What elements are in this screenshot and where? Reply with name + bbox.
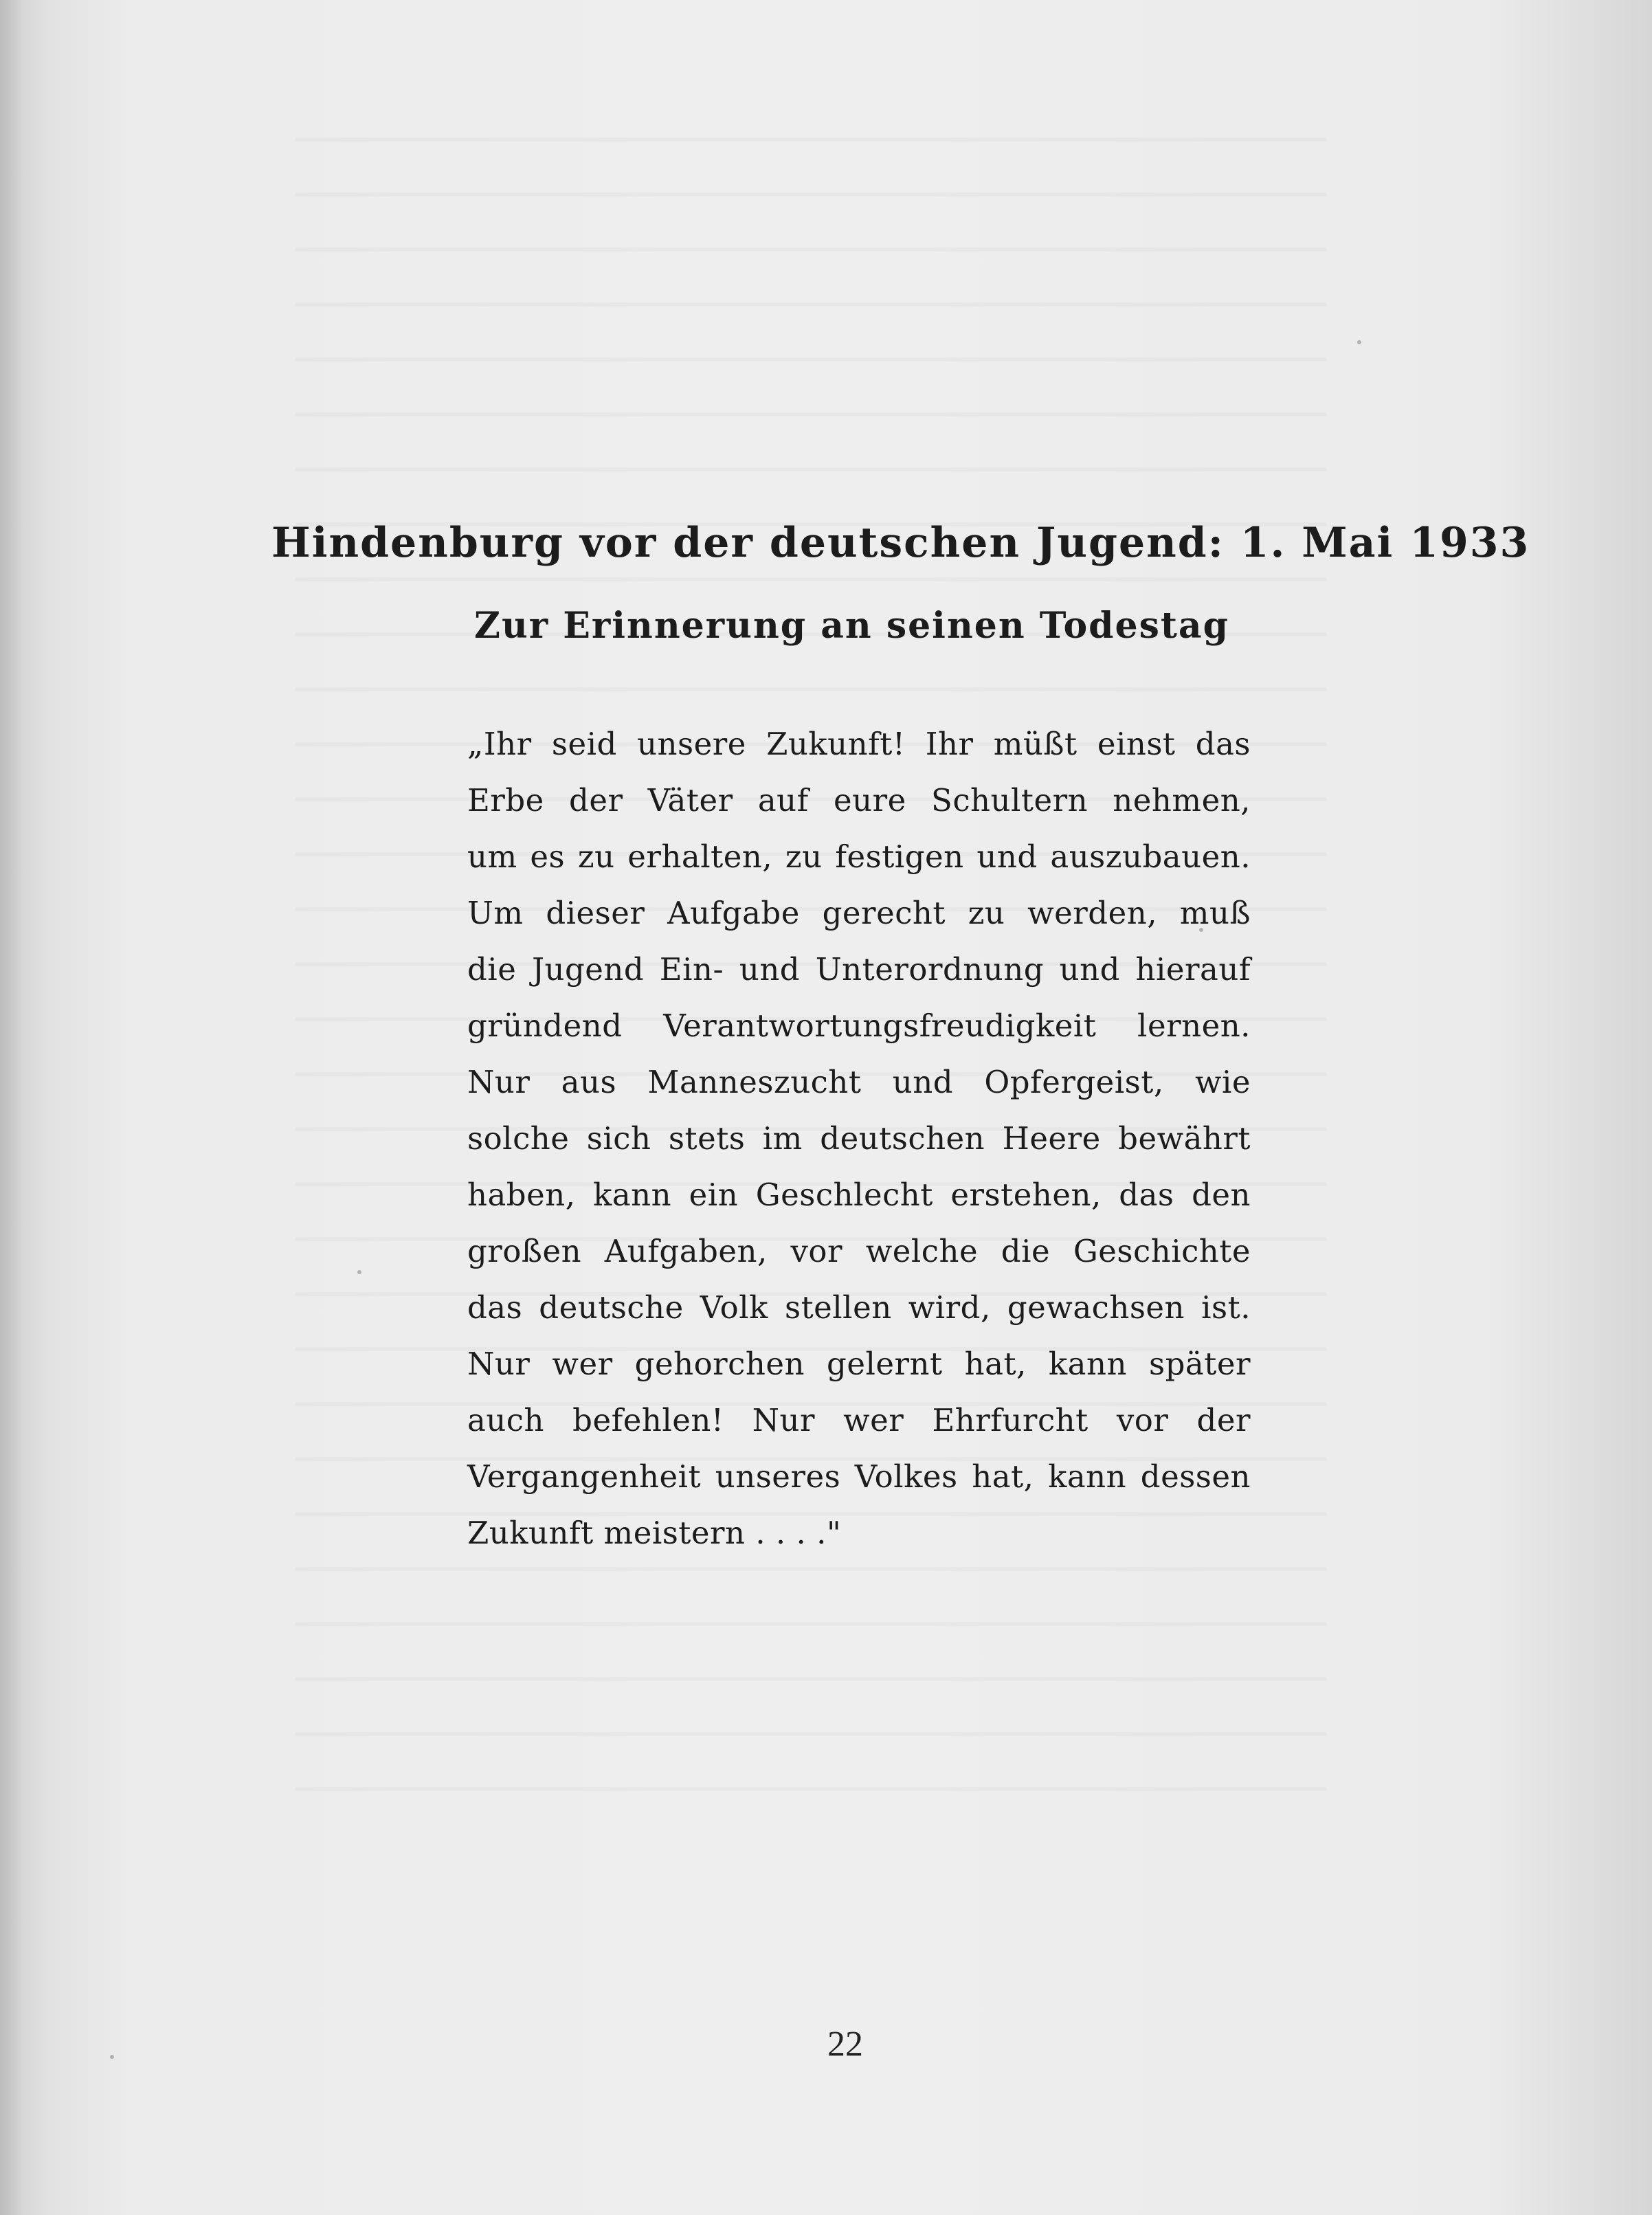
- quote-line: gründend Verantwortungsfreudigkeit lernen.: [467, 1008, 1251, 1044]
- paper-speck: [357, 1270, 361, 1274]
- quote-line: „Ihr seid unsere Zukunft! Ihr müßt einst das: [467, 726, 1251, 762]
- quote-line: Um dieser Aufgabe gerecht zu werden, muß: [467, 895, 1251, 931]
- quote-line: Nur wer gehorchen gelernt hat, kann später: [467, 1346, 1251, 1382]
- page-edge-shadow: [0, 0, 23, 2215]
- quote-line: Zukunft meistern . . . .": [467, 1515, 842, 1551]
- paper-speck: [110, 2055, 114, 2059]
- page-subtitle: Zur Erinnerung an seinen Todestag: [474, 605, 1229, 647]
- quote-line: die Jugend Ein- und Unterordnung und hierauf: [467, 951, 1251, 988]
- quote-line: das deutsche Volk stellen wird, gewachsen ist.: [467, 1289, 1251, 1326]
- quote-line: um es zu erhalten, zu festigen und auszubauen.: [467, 838, 1251, 875]
- page-title: Hindenburg vor der deutschen Jugend: 1. Mai 1933: [271, 519, 1530, 567]
- quote-line: Nur aus Manneszucht und Opfergeist, wie: [467, 1064, 1251, 1100]
- quote-line: solche sich stets im deutschen Heere bewährt: [467, 1120, 1251, 1157]
- quote-line: auch befehlen! Nur wer Ehrfurcht vor der: [467, 1402, 1251, 1438]
- quote-line: haben, kann ein Geschlecht erstehen, das den: [467, 1177, 1251, 1213]
- quote-line: Erbe der Väter auf eure Schultern nehmen,: [467, 782, 1251, 819]
- quote-block: [467, 716, 1251, 1561]
- quote-line: Vergangenheit unseres Volkes hat, kann dessen: [467, 1458, 1251, 1495]
- quote-line: großen Aufgaben, vor welche die Geschichte: [467, 1233, 1251, 1269]
- paper-speck: [1357, 340, 1361, 344]
- page-number: 22: [827, 2025, 863, 2064]
